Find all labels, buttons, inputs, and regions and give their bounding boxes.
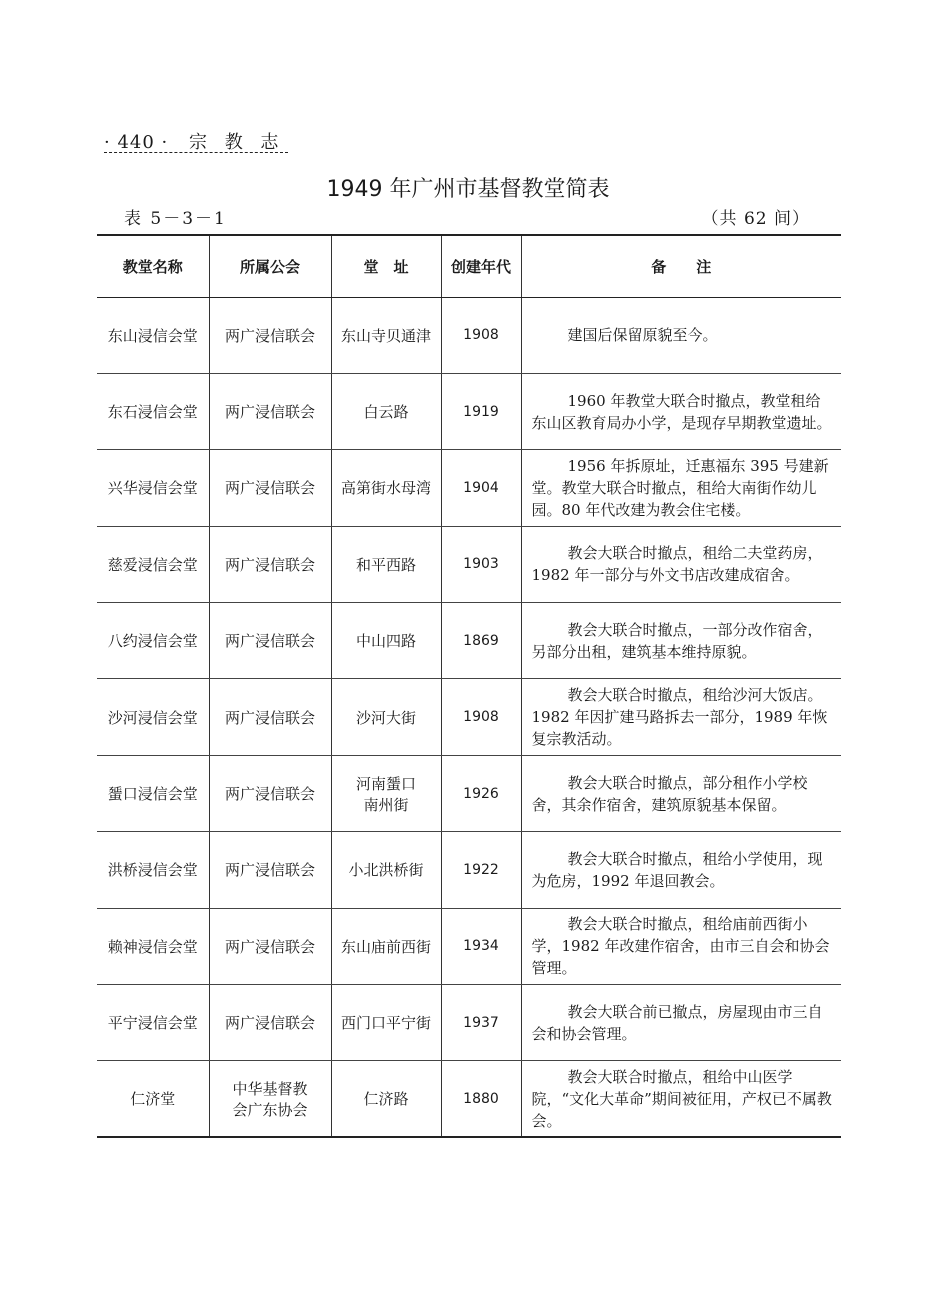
- cell-union: 两广浸信联会: [209, 908, 331, 984]
- cell-address: 中山四路: [331, 603, 441, 679]
- cell-note: 1960 年教堂大联合时撤点，教堂租给东山区教育局办小学，是现存早期教堂遗址。: [521, 373, 841, 449]
- cell-note: 1956 年拆原址，迁惠福东 395 号建新堂。教堂大联合时撤点，租给大南街作幼儿园。80 年代改建为教会住宅楼。: [521, 450, 841, 526]
- cell-church-name: 兴华浸信会堂: [97, 450, 209, 526]
- table-number: 表 5－3－1: [124, 209, 227, 229]
- cell-church-name: 八约浸信会堂: [97, 603, 209, 679]
- cell-note: 教会大联合时撤点，部分租作小学校舍，其余作宿舍，建筑原貌基本保留。: [521, 755, 841, 831]
- cell-note: 教会大联合时撤点，租给二夫堂药房，1982 年一部分与外文书店改建成宿舍。: [521, 526, 841, 602]
- cell-year: 1919: [441, 373, 521, 449]
- header-union: 所属公会: [209, 235, 331, 297]
- cell-note: 教会大联合时撤点，一部分改作宿舍，另部分出租，建筑基本维持原貌。: [521, 603, 841, 679]
- cell-union: 两广浸信联会: [209, 297, 331, 373]
- cell-year: 1937: [441, 985, 521, 1061]
- cell-union: 两广浸信联会: [209, 755, 331, 831]
- header-name: 教堂名称: [97, 235, 209, 297]
- table-row: [97, 373, 841, 449]
- cell-union: 两广浸信联会: [209, 832, 331, 908]
- running-head: [104, 128, 284, 154]
- cell-church-name: 仁济堂: [97, 1061, 209, 1137]
- cell-year: 1908: [441, 297, 521, 373]
- cell-church-name: 东石浸信会堂: [97, 373, 209, 449]
- cell-union: 中华基督教 会广东协会: [209, 1061, 331, 1137]
- cell-church-name: 赖神浸信会堂: [97, 908, 209, 984]
- cell-union: 两广浸信联会: [209, 450, 331, 526]
- cell-address: 沙河大街: [331, 679, 441, 755]
- church-table: [97, 234, 841, 1138]
- header-year: 创建年代: [441, 235, 521, 297]
- cell-address: 仁济路: [331, 1061, 441, 1137]
- cell-church-name: 东山浸信会堂: [97, 297, 209, 373]
- table-count: （共 62 间）: [701, 209, 810, 229]
- table-row: [97, 679, 841, 755]
- cell-union: 两广浸信联会: [209, 373, 331, 449]
- cell-address: 小北洪桥街: [331, 832, 441, 908]
- cell-union: 两广浸信联会: [209, 985, 331, 1061]
- cell-year: 1926: [441, 755, 521, 831]
- cell-note: 建国后保留原貌至今。: [521, 297, 841, 373]
- table-body: [97, 297, 841, 1137]
- cell-union: 两广浸信联会: [209, 603, 331, 679]
- table-title: 1949 年广州市基督教堂简表: [326, 177, 610, 202]
- cell-church-name: 洪桥浸信会堂: [97, 832, 209, 908]
- table-row: [97, 985, 841, 1061]
- table-header-row: [97, 235, 841, 297]
- cell-church-name: 慈爱浸信会堂: [97, 526, 209, 602]
- table-row: [97, 603, 841, 679]
- cell-year: 1922: [441, 832, 521, 908]
- cell-note: 教会大联合时撤点，租给小学使用，现为危房，1992 年退回教会。: [521, 832, 841, 908]
- cell-year: 1934: [441, 908, 521, 984]
- cell-note: 教会大联合前已撤点，房屋现由市三自会和协会管理。: [521, 985, 841, 1061]
- cell-union: 两广浸信联会: [209, 526, 331, 602]
- header-note: 备 注: [521, 235, 841, 297]
- cell-year: 1880: [441, 1061, 521, 1137]
- book-title: 宗 教 志: [188, 132, 285, 153]
- cell-address: 和平西路: [331, 526, 441, 602]
- cell-note: 教会大联合时撤点，租给中山医学院，“文化大革命”期间被征用，产权已不属教会。: [521, 1061, 841, 1137]
- table-row: [97, 450, 841, 526]
- cell-address: 东山庙前西街: [331, 908, 441, 984]
- page-number: · 440 ·: [104, 132, 169, 153]
- cell-address: 白云路: [331, 373, 441, 449]
- table-row: [97, 1061, 841, 1137]
- cell-year: 1904: [441, 450, 521, 526]
- cell-note: 教会大联合时撤点，租给沙河大饭店。1982 年因扩建马路拆去一部分，1989 年恢复宗教活动。: [521, 679, 841, 755]
- cell-address: 东山寺贝通津: [331, 297, 441, 373]
- cell-church-name: 平宁浸信会堂: [97, 985, 209, 1061]
- table-row: [97, 526, 841, 602]
- cell-address: 高第街水母湾: [331, 450, 441, 526]
- cell-address: 西门口平宁街: [331, 985, 441, 1061]
- cell-address: 河南蜑口 南州街: [331, 755, 441, 831]
- cell-church-name: 沙河浸信会堂: [97, 679, 209, 755]
- cell-church-name: 蜑口浸信会堂: [97, 755, 209, 831]
- table-row: [97, 832, 841, 908]
- cell-year: 1869: [441, 603, 521, 679]
- table-row: [97, 297, 841, 373]
- table-row: [97, 908, 841, 984]
- cell-union: 两广浸信联会: [209, 679, 331, 755]
- running-head-rule: [104, 152, 288, 153]
- cell-year: 1903: [441, 526, 521, 602]
- cell-note: 教会大联合时撤点，租给庙前西街小学，1982 年改建作宿舍，由市三自会和协会管理。: [521, 908, 841, 984]
- cell-year: 1908: [441, 679, 521, 755]
- table-row: [97, 755, 841, 831]
- header-address: 堂 址: [331, 235, 441, 297]
